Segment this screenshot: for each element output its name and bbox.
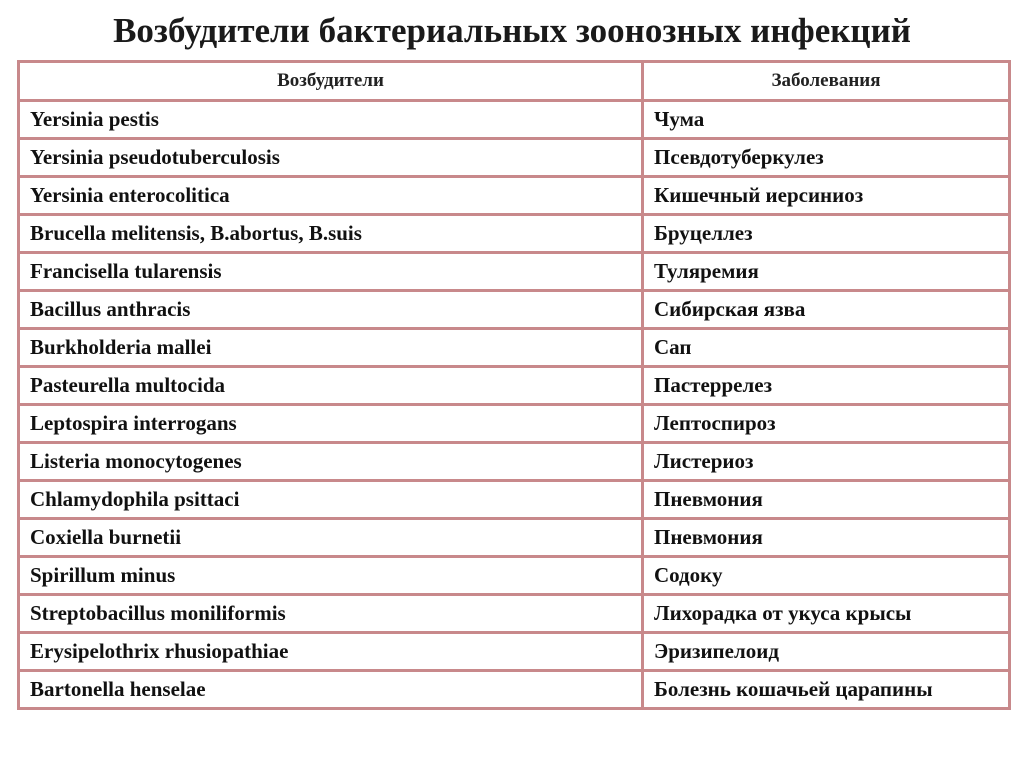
disease-cell: Эризипелоид bbox=[643, 633, 1010, 671]
pathogen-cell: Leptospira interrogans bbox=[19, 405, 643, 443]
disease-cell: Листериоз bbox=[643, 443, 1010, 481]
header-pathogens: Возбудители bbox=[19, 62, 643, 101]
pathogen-cell: Erysipelothrix rhusiopathiae bbox=[19, 633, 643, 671]
table-row bbox=[19, 443, 1010, 481]
disease-cell: Болезнь кошачьей царапины bbox=[643, 671, 1010, 709]
pathogen-cell: Listeria monocytogenes bbox=[19, 443, 643, 481]
disease-cell: Лихорадка от укуса крысы bbox=[643, 595, 1010, 633]
table-row bbox=[19, 367, 1010, 405]
pathogen-cell: Yersinia pseudotuberculosis bbox=[19, 139, 643, 177]
pathogen-cell: Chlamydophila psittaci bbox=[19, 481, 643, 519]
table-row bbox=[19, 481, 1010, 519]
table-row bbox=[19, 291, 1010, 329]
pathogen-cell: Bartonella henselae bbox=[19, 671, 643, 709]
table-row bbox=[19, 139, 1010, 177]
pathogen-cell: Yersinia enterocolitica bbox=[19, 177, 643, 215]
table-row bbox=[19, 405, 1010, 443]
disease-cell: Пневмония bbox=[643, 519, 1010, 557]
pathogen-cell: Pasteurella multocida bbox=[19, 367, 643, 405]
pathogen-cell: Burkholderia mallei bbox=[19, 329, 643, 367]
page-title: Возбудители бактериальных зоонозных инфекций bbox=[113, 11, 911, 50]
table-row bbox=[19, 101, 1010, 139]
disease-cell: Туляремия bbox=[643, 253, 1010, 291]
disease-cell: Пастеррелез bbox=[643, 367, 1010, 405]
disease-cell: Сибирская язва bbox=[643, 291, 1010, 329]
pathogen-cell: Bacillus anthracis bbox=[19, 291, 643, 329]
pathogens-table bbox=[17, 60, 1011, 710]
table-row bbox=[19, 519, 1010, 557]
pathogen-cell: Francisella tularensis bbox=[19, 253, 643, 291]
table-row bbox=[19, 329, 1010, 367]
header-diseases: Заболевания bbox=[643, 62, 1010, 101]
disease-cell: Псевдотуберкулез bbox=[643, 139, 1010, 177]
disease-cell: Лептоспироз bbox=[643, 405, 1010, 443]
table-row bbox=[19, 595, 1010, 633]
pathogen-cell: Spirillum minus bbox=[19, 557, 643, 595]
pathogen-cell: Coxiella burnetii bbox=[19, 519, 643, 557]
table-row bbox=[19, 253, 1010, 291]
disease-cell: Чума bbox=[643, 101, 1010, 139]
table-header-row bbox=[19, 62, 1010, 101]
table-row bbox=[19, 215, 1010, 253]
disease-cell: Пневмония bbox=[643, 481, 1010, 519]
table-row bbox=[19, 177, 1010, 215]
pathogen-cell: Yersinia pestis bbox=[19, 101, 643, 139]
disease-cell: Кишечный иерсиниоз bbox=[643, 177, 1010, 215]
pathogen-cell: Brucella melitensis, B.abortus, B.suis bbox=[19, 215, 643, 253]
disease-cell: Содоку bbox=[643, 557, 1010, 595]
pathogen-cell: Streptobacillus moniliformis bbox=[19, 595, 643, 633]
disease-cell: Сап bbox=[643, 329, 1010, 367]
table-row bbox=[19, 633, 1010, 671]
disease-cell: Бруцеллез bbox=[643, 215, 1010, 253]
table-body bbox=[19, 101, 1010, 709]
table-row bbox=[19, 671, 1010, 709]
table-row bbox=[19, 557, 1010, 595]
